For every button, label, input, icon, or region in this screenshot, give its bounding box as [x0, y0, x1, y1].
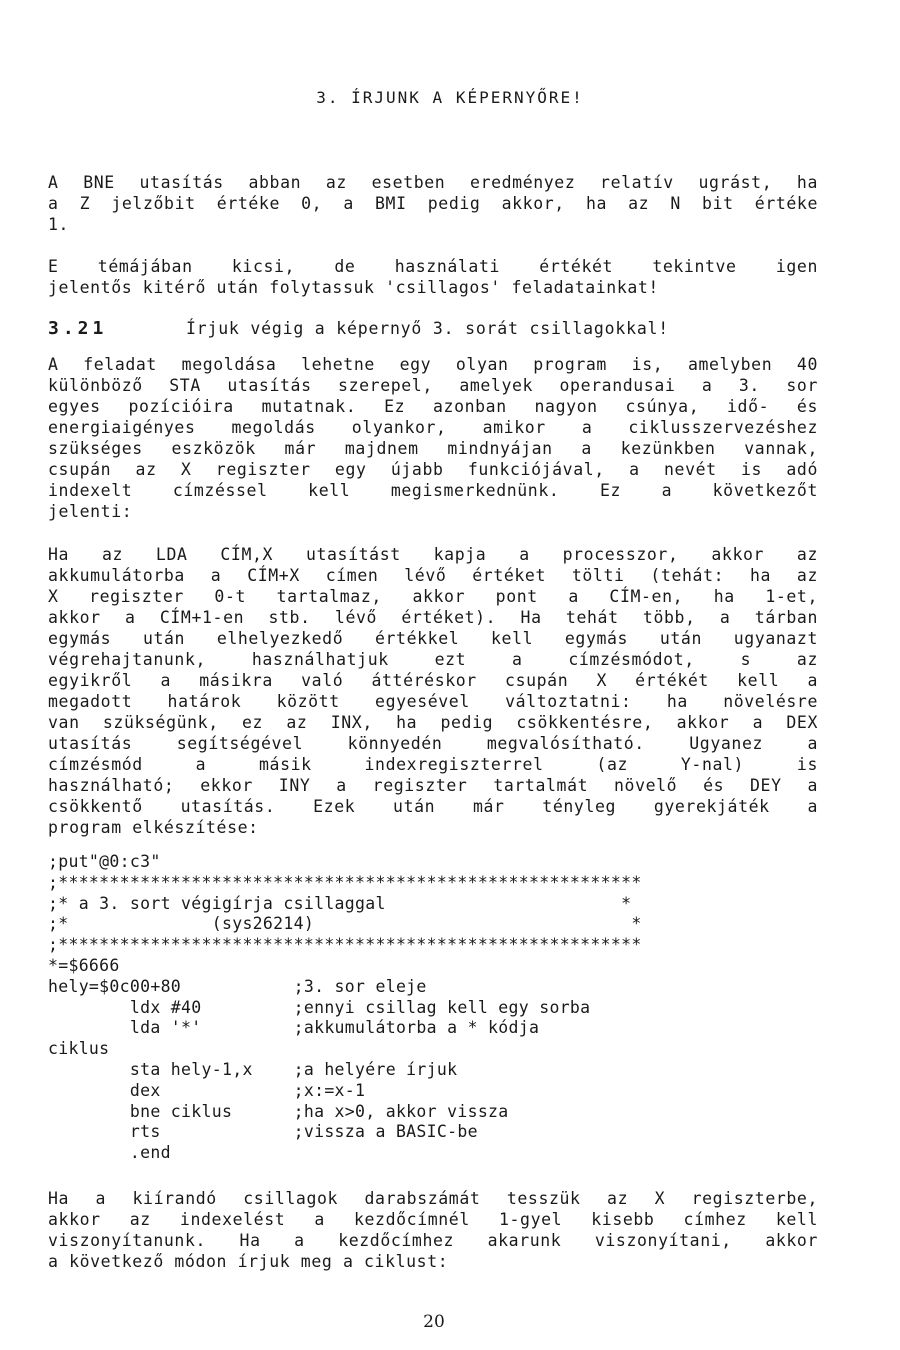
- text-line: jelentős kitérő után folytassuk 'csillagos' feladatainkat!: [48, 278, 659, 297]
- section-heading: [48, 318, 808, 339]
- text-line: energiaigényes megoldás olyankor, amikor a ciklusszervezéshez: [48, 418, 818, 437]
- text-line: a Z jelzőbit értéke 0, a BMI pedig akkor, ha az N bit értéke: [48, 194, 818, 213]
- code-line: ciklus: [48, 1039, 110, 1059]
- text-line: különböző STA utasítás szerepel, amelyek operandusai a 3. sor: [48, 376, 818, 395]
- text-line: egyikről a másikra való áttéréskor csupán X értékét kell a: [48, 671, 818, 690]
- paragraph-lda-explanation: [48, 544, 818, 838]
- text-line: csökkentő utasítás. Ezek után már tényleg gyerekjáték a: [48, 797, 818, 816]
- text-line: A BNE utasítás abban az esetben eredményez relatív ugrást, ha: [48, 173, 818, 192]
- code-line: ldx #40 ;ennyi csillag kell egy sorba: [48, 997, 591, 1017]
- chapter-heading: 3. ÍRJUNK A KÉPERNYŐRE!: [316, 88, 584, 107]
- code-line: hely=$0c00+80 ;3. sor eleje: [48, 976, 427, 996]
- text-line: 1.: [48, 215, 70, 234]
- text-line: E témájában kicsi, de használati értékét tekintve igen: [48, 257, 818, 276]
- code-line: *=$6666: [48, 955, 120, 975]
- code-line: dex ;x:=x-1: [48, 1080, 366, 1100]
- code-line: ;* a 3. sort végigírja csillaggal *: [48, 893, 632, 913]
- text-line: a következő módon írjuk meg a ciklust:: [48, 1252, 449, 1271]
- text-line: jelenti:: [48, 502, 133, 521]
- text-line: egymás után elhelyezkedő értékkel kell egymás után ugyanazt: [48, 629, 818, 648]
- code-line: ;*********************************************************: [48, 935, 642, 955]
- paragraph-closing: [48, 1188, 818, 1272]
- code-line: ;*********************************************************: [48, 872, 642, 892]
- text-line: akkor a CÍM+1-en stb. lévő értéket). Ha tehát több, a tárban: [48, 608, 818, 627]
- text-line: program elkészítése:: [48, 818, 259, 837]
- text-line: akkumulátorba a CÍM+X címen lévő értéket tölti (tehát: ha az: [48, 566, 818, 585]
- code-line: sta hely-1,x ;a helyére írjuk: [48, 1059, 458, 1079]
- paragraph-digression: [48, 256, 818, 298]
- text-line: Ha az LDA CÍM,X utasítást kapja a processzor, akkor az: [48, 545, 818, 564]
- code-line: rts ;vissza a BASIC-be: [48, 1122, 478, 1142]
- text-line: csupán az X regiszter egy újabb funkciójával, a nevét is adó: [48, 460, 818, 479]
- text-line: van szükségünk, ez az INX, ha pedig csökkentésre, akkor a DEX: [48, 713, 818, 732]
- text-line: indexelt címzéssel kell megismerkednünk. Ez a következőt: [48, 481, 818, 500]
- page-number: 20: [423, 1312, 445, 1332]
- text-line: végrehajtanunk, használhatjuk ezt a címzésmódot, s az: [48, 650, 818, 669]
- text-line: utasítás segítségével könnyedén megvalósítható. Ugyanez a: [48, 734, 818, 753]
- code-line: lda '*' ;akkumulátorba a * kódja: [48, 1018, 540, 1038]
- text-line: X regiszter 0-t tartalmaz, akkor pont a CÍM-en, ha 1-et,: [48, 587, 818, 606]
- section-title: Írjuk végig a képernyő 3. sorát csillagokkal!: [186, 319, 670, 338]
- code-line: ;put"@0:c3": [48, 852, 161, 871]
- text-line: akkor az indexelést a kezdőcímnél 1-gyel kisebb címhez kell: [48, 1210, 818, 1229]
- paragraph-indexed-addressing: [48, 354, 818, 522]
- code-listing: [48, 852, 808, 1164]
- text-line: egyes pozícióira mutatnak. Ez azonban nagyon csúnya, idő- és: [48, 397, 818, 416]
- code-line: ;* (sys26214) *: [48, 914, 642, 934]
- section-number: 3.21: [48, 318, 108, 339]
- text-line: használható; ekkor INY a regiszter tartalmát növelő és DEY a: [48, 776, 818, 795]
- code-line: bne ciklus ;ha x>0, akkor vissza: [48, 1101, 509, 1121]
- text-line: megadott határok között egyesével változtatni: ha növelésre: [48, 692, 818, 711]
- text-line: címzésmód a másik indexregiszterrel (az Y-nal) is: [48, 755, 818, 774]
- text-line: Ha a kiírandó csillagok darabszámát tesszük az X regiszterbe,: [48, 1189, 818, 1208]
- paragraph-bne: [48, 172, 818, 235]
- text-line: szükséges eszközök már majdnem mindnyájan a kezünkben vannak,: [48, 439, 818, 458]
- text-line: A feladat megoldása lehetne egy olyan program is, amelyben 40: [48, 355, 818, 374]
- text-line: viszonyítanunk. Ha a kezdőcímhez akarunk viszonyítani, akkor: [48, 1231, 818, 1250]
- code-line: .end: [48, 1143, 171, 1163]
